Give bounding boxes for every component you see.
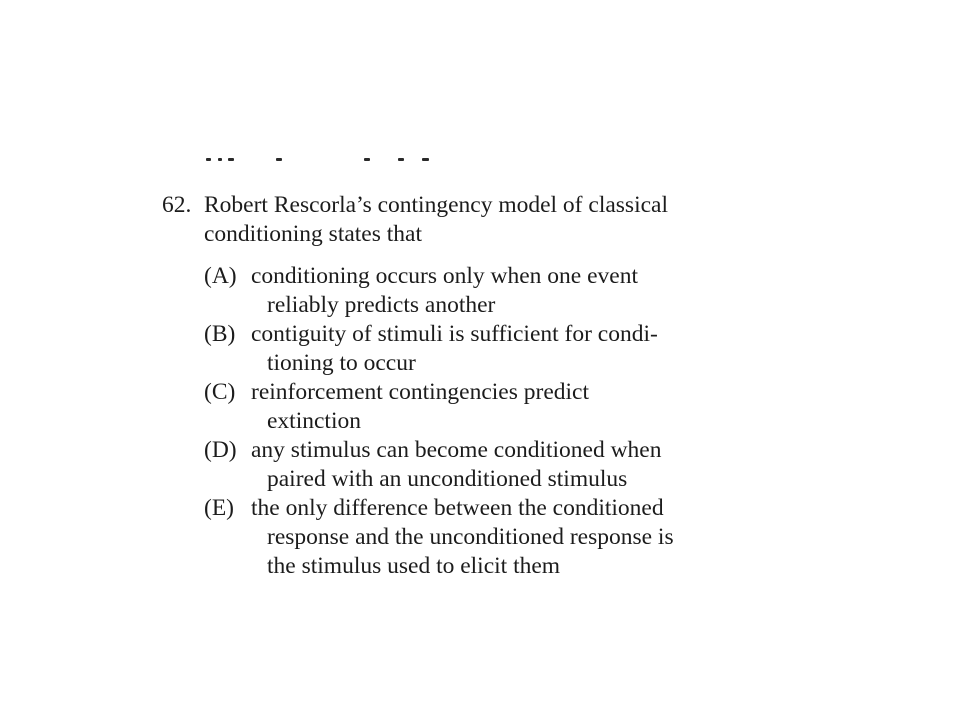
option-text bbox=[251, 262, 638, 320]
option-letter: (C) bbox=[204, 379, 236, 405]
option-letter: (D) bbox=[204, 437, 237, 463]
remnant-mark bbox=[218, 158, 222, 161]
option-letter: (B) bbox=[204, 321, 236, 347]
remnant-mark bbox=[364, 158, 370, 161]
option-text bbox=[251, 378, 589, 436]
option-line: reliably predicts another bbox=[267, 292, 496, 318]
option-line: response and the unconditioned response is bbox=[267, 524, 674, 550]
remnant-mark bbox=[398, 158, 404, 161]
option-text bbox=[251, 494, 674, 581]
question-stem-text bbox=[204, 191, 734, 249]
option-text bbox=[251, 436, 662, 494]
previous-line-remnant bbox=[204, 140, 444, 164]
answer-option-c bbox=[204, 378, 762, 436]
option-line: extinction bbox=[267, 408, 361, 434]
option-line: tioning to occur bbox=[267, 350, 416, 376]
option-line: contiguity of stimuli is sufficient for condi- bbox=[251, 321, 658, 347]
answer-option-d bbox=[204, 436, 762, 494]
option-text bbox=[251, 320, 658, 378]
remnant-mark bbox=[206, 158, 211, 161]
option-line: any stimulus can become conditioned when bbox=[251, 437, 662, 463]
option-line: the only difference between the conditioned bbox=[251, 495, 664, 521]
answer-option-b bbox=[204, 320, 762, 378]
remnant-mark bbox=[276, 158, 282, 161]
option-letter: (A) bbox=[204, 263, 237, 289]
remnant-mark bbox=[228, 158, 234, 161]
stem-line: conditioning states that bbox=[204, 221, 422, 247]
remnant-mark bbox=[422, 158, 429, 161]
question-stem bbox=[162, 191, 762, 249]
option-line: reinforcement contingencies predict bbox=[251, 379, 589, 405]
answer-options bbox=[204, 262, 762, 581]
question-62 bbox=[162, 191, 762, 581]
question-number: 62. bbox=[162, 192, 192, 218]
answer-option-e bbox=[204, 494, 762, 581]
option-line: paired with an unconditioned stimulus bbox=[267, 466, 628, 492]
answer-option-a bbox=[204, 262, 762, 320]
stem-line: Robert Rescorla’s contingency model of classical bbox=[204, 192, 668, 218]
option-letter: (E) bbox=[204, 495, 235, 521]
option-line: conditioning occurs only when one event bbox=[251, 263, 639, 289]
option-line: the stimulus used to elicit them bbox=[267, 553, 561, 579]
